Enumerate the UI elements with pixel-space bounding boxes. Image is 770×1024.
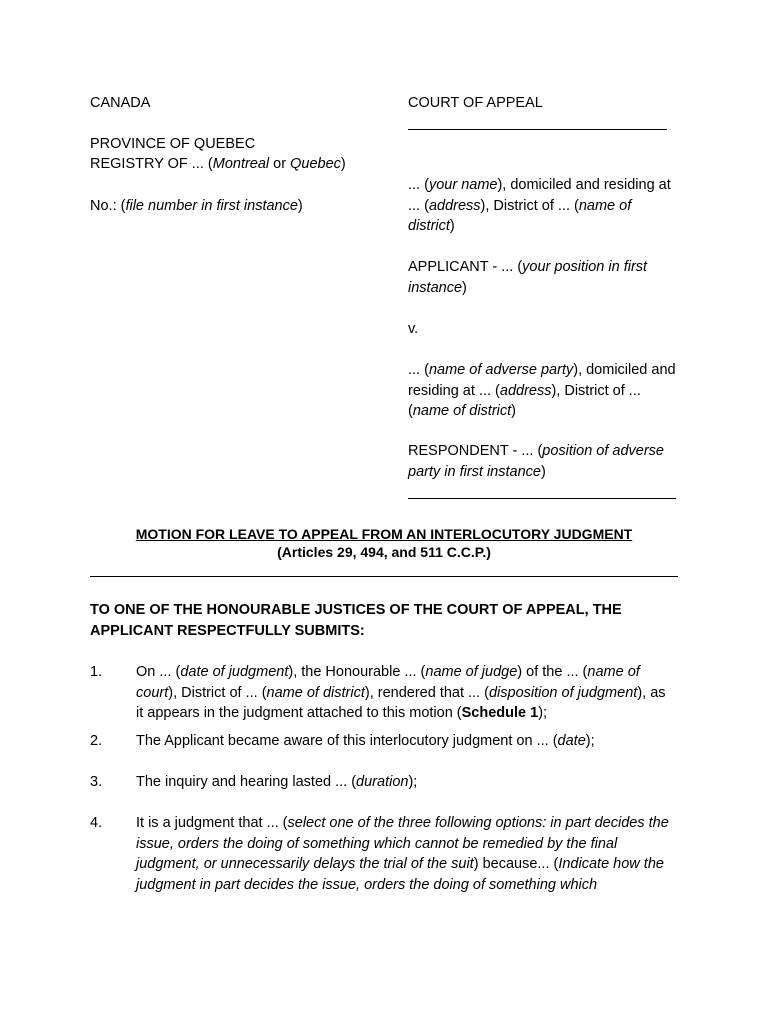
item-text: The inquiry and hearing lasted ... (duration); xyxy=(136,774,418,790)
file-number-label: No.: (file number in first instance) xyxy=(90,198,303,214)
item-number: 3. xyxy=(90,774,103,790)
motion-title: MOTION FOR LEAVE TO APPEAL FROM AN INTERLOCUTORY JUDGMENT xyxy=(135,526,633,542)
court-label: COURT OF APPEAL xyxy=(408,95,543,111)
applicant-label: APPLICANT - ... (your position in first instance) xyxy=(408,259,648,296)
court-rule xyxy=(408,129,667,130)
respondent-label: RESPONDENT - ... (position of adverse party in first instance) xyxy=(408,443,664,480)
adverse-party-identity: ... (name of adverse party), domiciled and residing at ... (address), District of ... (name of district) xyxy=(408,362,676,419)
item-text: On ... (date of judgment), the Honourable ... (name of judge) of the ... (name of court), District of ... (name of district), rendered that ... (disposition of judgment), as it appears in the judgment attached to this motion (Schedule 1); xyxy=(136,664,666,721)
country-label: CANADA xyxy=(90,95,151,111)
address-to-justice: TO ONE OF THE HONOURABLE JUSTICES OF THE COURT OF APPEAL, THE APPLICANT RESPECTFULLY SUBMITS: xyxy=(90,602,622,639)
versus-label: v. xyxy=(408,321,419,337)
item-number: 2. xyxy=(90,733,103,749)
item-number: 4. xyxy=(90,815,103,831)
parties-rule xyxy=(408,498,676,499)
title-rule xyxy=(90,576,678,577)
applicant-identity: ... (your name), domiciled and residing at ... (address), District of ... (name of district) xyxy=(408,177,671,234)
province-label: PROVINCE OF QUEBEC xyxy=(90,136,256,152)
registry-label: REGISTRY OF ... (Montreal or Quebec) xyxy=(90,156,346,172)
item-text: The Applicant became aware of this interlocutory judgment on ... (date); xyxy=(136,733,595,749)
item-text: It is a judgment that ... (select one of the three following options: in part decides the issue, orders the doing of something which cannot be remedied by the final judgment, or unnecessarily delays the trial of the suit) because... (Indicate how the judgment in part decides the issue, orders the doing of something which xyxy=(136,815,669,893)
item-number: 1. xyxy=(90,664,103,680)
motion-articles: (Articles 29, 494, and 511 C.C.P.) xyxy=(277,544,491,560)
